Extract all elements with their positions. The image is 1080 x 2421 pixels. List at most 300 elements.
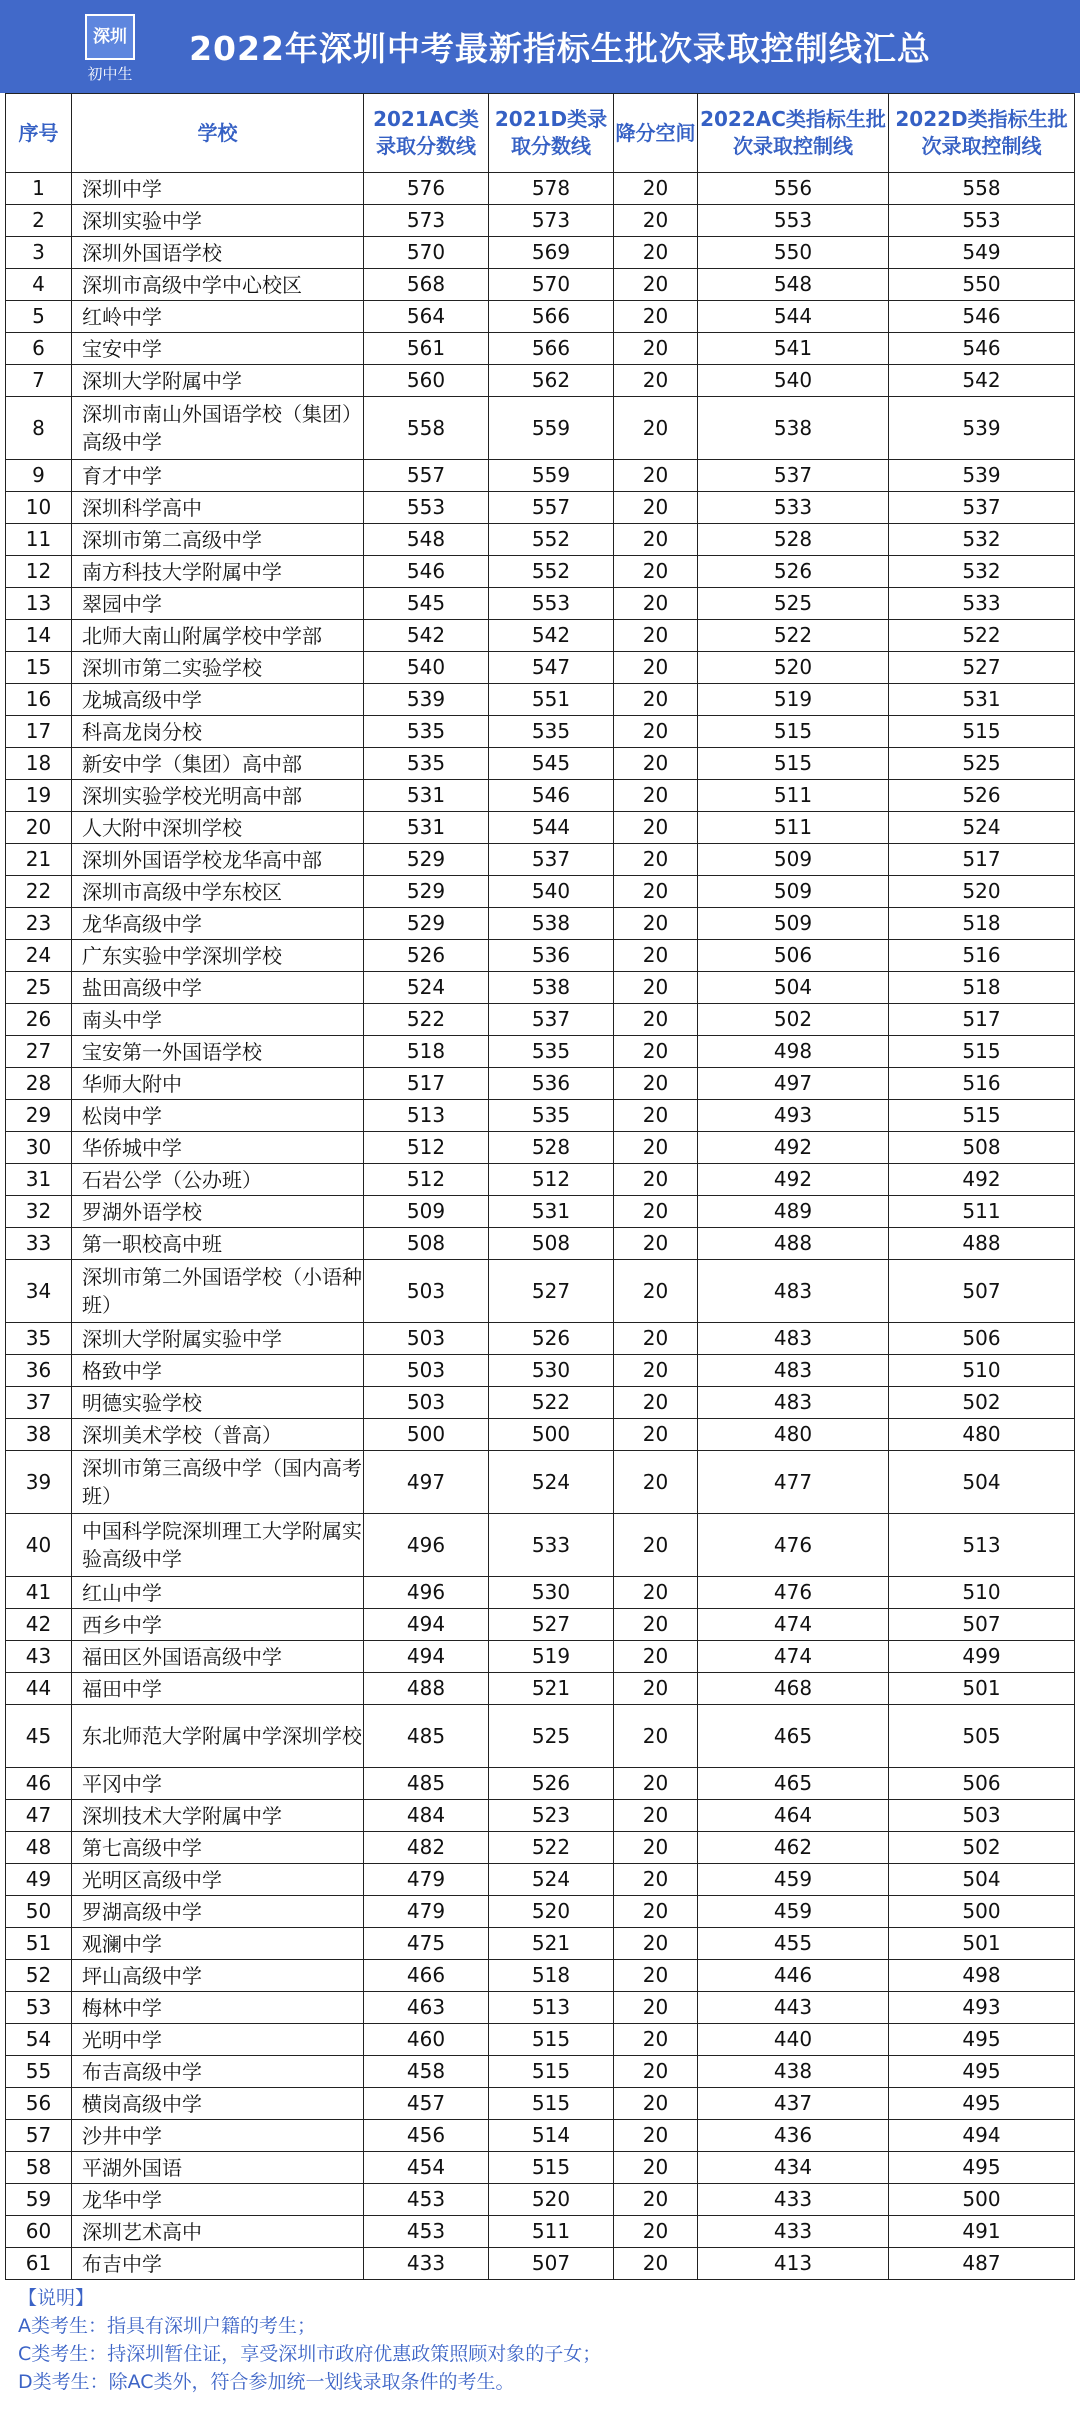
line-2022-d: 487 bbox=[889, 2248, 1075, 2280]
reduction: 20 bbox=[614, 1768, 698, 1800]
line-2022-ac: 440 bbox=[698, 2024, 889, 2056]
row-index: 54 bbox=[6, 2024, 72, 2056]
reduction: 20 bbox=[614, 1451, 698, 1514]
table-row bbox=[6, 1577, 1075, 1609]
reduction: 20 bbox=[614, 1960, 698, 1992]
score-2021-d: 533 bbox=[489, 1514, 614, 1577]
school-name: 深圳市第二外国语学校（小语种班） bbox=[72, 1260, 364, 1323]
score-2021-ac: 496 bbox=[364, 1514, 489, 1577]
line-2022-d: 488 bbox=[889, 1228, 1075, 1260]
row-index: 40 bbox=[6, 1514, 72, 1577]
line-2022-d: 527 bbox=[889, 652, 1075, 684]
school-name: 华师大附中 bbox=[72, 1068, 364, 1100]
score-2021-ac: 540 bbox=[364, 652, 489, 684]
score-2021-d: 513 bbox=[489, 1992, 614, 2024]
line-2022-d: 537 bbox=[889, 492, 1075, 524]
score-2021-d: 530 bbox=[489, 1577, 614, 1609]
score-2021-ac: 529 bbox=[364, 908, 489, 940]
school-name: 深圳大学附属实验中学 bbox=[72, 1323, 364, 1355]
school-name: 深圳科学高中 bbox=[72, 492, 364, 524]
row-index: 9 bbox=[6, 460, 72, 492]
score-2021-d: 538 bbox=[489, 908, 614, 940]
line-2022-d: 550 bbox=[889, 269, 1075, 301]
table-row bbox=[6, 1609, 1075, 1641]
score-2021-ac: 568 bbox=[364, 269, 489, 301]
reduction: 20 bbox=[614, 2088, 698, 2120]
reduction: 20 bbox=[614, 652, 698, 684]
score-2021-ac: 475 bbox=[364, 1928, 489, 1960]
table-row bbox=[6, 812, 1075, 844]
line-2022-ac: 433 bbox=[698, 2184, 889, 2216]
line-2022-d: 495 bbox=[889, 2088, 1075, 2120]
line-2022-ac: 489 bbox=[698, 1196, 889, 1228]
notes-section bbox=[0, 2280, 1080, 2396]
line-2022-ac: 541 bbox=[698, 333, 889, 365]
score-2021-ac: 482 bbox=[364, 1832, 489, 1864]
line-2022-d: 499 bbox=[889, 1641, 1075, 1673]
score-2021-d: 525 bbox=[489, 1705, 614, 1768]
reduction: 20 bbox=[614, 972, 698, 1004]
reduction: 20 bbox=[614, 1260, 698, 1323]
col-header-school: 学校 bbox=[72, 94, 364, 173]
score-2021-d: 527 bbox=[489, 1260, 614, 1323]
school-name: 第一职校高中班 bbox=[72, 1228, 364, 1260]
score-2021-ac: 531 bbox=[364, 780, 489, 812]
table-row bbox=[6, 1132, 1075, 1164]
school-name: 第七高级中学 bbox=[72, 1832, 364, 1864]
line-2022-d: 501 bbox=[889, 1673, 1075, 1705]
score-2021-ac: 535 bbox=[364, 748, 489, 780]
line-2022-ac: 520 bbox=[698, 652, 889, 684]
score-2021-ac: 531 bbox=[364, 812, 489, 844]
note-d: D类考生：除AC类外，符合参加统一划线录取条件的考生。 bbox=[18, 2371, 515, 2393]
school-name: 中国科学院深圳理工大学附属实验高级中学 bbox=[72, 1514, 364, 1577]
row-index: 21 bbox=[6, 844, 72, 876]
score-2021-ac: 456 bbox=[364, 2120, 489, 2152]
score-2021-ac: 517 bbox=[364, 1068, 489, 1100]
score-2021-ac: 545 bbox=[364, 588, 489, 620]
reduction: 20 bbox=[614, 2152, 698, 2184]
score-2021-d: 507 bbox=[489, 2248, 614, 2280]
score-2021-ac: 564 bbox=[364, 301, 489, 333]
row-index: 4 bbox=[6, 269, 72, 301]
table-row bbox=[6, 1323, 1075, 1355]
col-header-reduction: 降分空间 bbox=[614, 94, 698, 173]
reduction: 20 bbox=[614, 1896, 698, 1928]
score-2021-ac: 503 bbox=[364, 1323, 489, 1355]
score-2021-ac: 548 bbox=[364, 524, 489, 556]
table-row bbox=[6, 1387, 1075, 1419]
row-index: 48 bbox=[6, 1832, 72, 1864]
line-2022-d: 498 bbox=[889, 1960, 1075, 1992]
line-2022-ac: 537 bbox=[698, 460, 889, 492]
score-2021-d: 515 bbox=[489, 2024, 614, 2056]
score-2021-d: 570 bbox=[489, 269, 614, 301]
line-2022-d: 517 bbox=[889, 1004, 1075, 1036]
line-2022-d: 520 bbox=[889, 876, 1075, 908]
school-name: 深圳市第二高级中学 bbox=[72, 524, 364, 556]
score-2021-d: 521 bbox=[489, 1673, 614, 1705]
line-2022-d: 508 bbox=[889, 1132, 1075, 1164]
score-2021-d: 557 bbox=[489, 492, 614, 524]
table-row bbox=[6, 2248, 1075, 2280]
score-2021-ac: 526 bbox=[364, 940, 489, 972]
score-2021-d: 530 bbox=[489, 1355, 614, 1387]
row-index: 37 bbox=[6, 1387, 72, 1419]
score-2021-d: 521 bbox=[489, 1928, 614, 1960]
row-index: 45 bbox=[6, 1705, 72, 1768]
reduction: 20 bbox=[614, 556, 698, 588]
row-index: 50 bbox=[6, 1896, 72, 1928]
row-index: 5 bbox=[6, 301, 72, 333]
score-2021-ac: 508 bbox=[364, 1228, 489, 1260]
score-2021-d: 537 bbox=[489, 844, 614, 876]
line-2022-d: 503 bbox=[889, 1800, 1075, 1832]
line-2022-ac: 488 bbox=[698, 1228, 889, 1260]
row-index: 10 bbox=[6, 492, 72, 524]
reduction: 20 bbox=[614, 1577, 698, 1609]
line-2022-ac: 548 bbox=[698, 269, 889, 301]
line-2022-d: 533 bbox=[889, 588, 1075, 620]
reduction: 20 bbox=[614, 1228, 698, 1260]
score-2021-d: 523 bbox=[489, 1800, 614, 1832]
table-row bbox=[6, 1514, 1075, 1577]
line-2022-ac: 437 bbox=[698, 2088, 889, 2120]
line-2022-ac: 493 bbox=[698, 1100, 889, 1132]
school-name: 深圳技术大学附属中学 bbox=[72, 1800, 364, 1832]
score-2021-ac: 546 bbox=[364, 556, 489, 588]
reduction: 20 bbox=[614, 1673, 698, 1705]
school-name: 石岩公学（公办班） bbox=[72, 1164, 364, 1196]
row-index: 11 bbox=[6, 524, 72, 556]
score-2021-d: 552 bbox=[489, 556, 614, 588]
reduction: 20 bbox=[614, 269, 698, 301]
reduction: 20 bbox=[614, 844, 698, 876]
school-name: 深圳艺术高中 bbox=[72, 2216, 364, 2248]
line-2022-ac: 553 bbox=[698, 205, 889, 237]
score-2021-ac: 433 bbox=[364, 2248, 489, 2280]
school-name: 光明中学 bbox=[72, 2024, 364, 2056]
line-2022-d: 493 bbox=[889, 1992, 1075, 2024]
line-2022-ac: 540 bbox=[698, 365, 889, 397]
row-index: 16 bbox=[6, 684, 72, 716]
table-row bbox=[6, 908, 1075, 940]
reduction: 20 bbox=[614, 2056, 698, 2088]
score-2021-ac: 453 bbox=[364, 2184, 489, 2216]
line-2022-ac: 434 bbox=[698, 2152, 889, 2184]
line-2022-d: 546 bbox=[889, 301, 1075, 333]
table-row bbox=[6, 1673, 1075, 1705]
line-2022-d: 495 bbox=[889, 2024, 1075, 2056]
col-header-2021-ac: 2021AC类录取分数线 bbox=[364, 94, 489, 173]
score-2021-d: 522 bbox=[489, 1832, 614, 1864]
line-2022-ac: 502 bbox=[698, 1004, 889, 1036]
table-row bbox=[6, 1800, 1075, 1832]
table-row bbox=[6, 652, 1075, 684]
score-2021-ac: 529 bbox=[364, 844, 489, 876]
reduction: 20 bbox=[614, 940, 698, 972]
score-2021-ac: 524 bbox=[364, 972, 489, 1004]
line-2022-d: 516 bbox=[889, 1068, 1075, 1100]
line-2022-d: 495 bbox=[889, 2152, 1075, 2184]
score-2021-d: 547 bbox=[489, 652, 614, 684]
line-2022-d: 506 bbox=[889, 1768, 1075, 1800]
score-2021-d: 578 bbox=[489, 173, 614, 205]
school-name: 罗湖高级中学 bbox=[72, 1896, 364, 1928]
row-index: 52 bbox=[6, 1960, 72, 1992]
line-2022-d: 516 bbox=[889, 940, 1075, 972]
score-2021-d: 512 bbox=[489, 1164, 614, 1196]
table-row bbox=[6, 333, 1075, 365]
table-row bbox=[6, 684, 1075, 716]
school-name: 人大附中深圳学校 bbox=[72, 812, 364, 844]
score-2021-ac: 497 bbox=[364, 1451, 489, 1514]
line-2022-ac: 468 bbox=[698, 1673, 889, 1705]
col-header-2022-ac: 2022AC类指标生批次录取控制线 bbox=[698, 94, 889, 173]
score-2021-ac: 484 bbox=[364, 1800, 489, 1832]
school-name: 广东实验中学深圳学校 bbox=[72, 940, 364, 972]
score-2021-d: 537 bbox=[489, 1004, 614, 1036]
score-2021-ac: 479 bbox=[364, 1864, 489, 1896]
school-name: 深圳市高级中学东校区 bbox=[72, 876, 364, 908]
school-name: 东北师范大学附属中学深圳学校 bbox=[72, 1705, 364, 1768]
score-2021-d: 562 bbox=[489, 365, 614, 397]
reduction: 20 bbox=[614, 492, 698, 524]
line-2022-ac: 515 bbox=[698, 716, 889, 748]
reduction: 20 bbox=[614, 1387, 698, 1419]
table-row bbox=[6, 588, 1075, 620]
line-2022-d: 494 bbox=[889, 2120, 1075, 2152]
page-title: 2022年深圳中考最新指标生批次录取控制线汇总 bbox=[189, 29, 931, 68]
school-name: 福田区外国语高级中学 bbox=[72, 1641, 364, 1673]
line-2022-d: 491 bbox=[889, 2216, 1075, 2248]
score-2021-ac: 466 bbox=[364, 1960, 489, 1992]
line-2022-d: 531 bbox=[889, 684, 1075, 716]
score-2021-ac: 494 bbox=[364, 1609, 489, 1641]
line-2022-d: 502 bbox=[889, 1832, 1075, 1864]
score-2021-d: 545 bbox=[489, 748, 614, 780]
line-2022-ac: 506 bbox=[698, 940, 889, 972]
row-index: 36 bbox=[6, 1355, 72, 1387]
col-header-index: 序号 bbox=[6, 94, 72, 173]
line-2022-d: 518 bbox=[889, 972, 1075, 1004]
score-2021-d: 536 bbox=[489, 1068, 614, 1100]
reduction: 20 bbox=[614, 588, 698, 620]
score-2021-ac: 457 bbox=[364, 2088, 489, 2120]
score-2021-ac: 522 bbox=[364, 1004, 489, 1036]
school-name: 格致中学 bbox=[72, 1355, 364, 1387]
reduction: 20 bbox=[614, 365, 698, 397]
score-2021-d: 526 bbox=[489, 1323, 614, 1355]
row-index: 53 bbox=[6, 1992, 72, 2024]
line-2022-ac: 511 bbox=[698, 812, 889, 844]
school-name: 深圳市第三高级中学（国内高考班） bbox=[72, 1451, 364, 1514]
school-name: 罗湖外语学校 bbox=[72, 1196, 364, 1228]
row-index: 60 bbox=[6, 2216, 72, 2248]
row-index: 49 bbox=[6, 1864, 72, 1896]
row-index: 20 bbox=[6, 812, 72, 844]
table-row bbox=[6, 2056, 1075, 2088]
score-2021-ac: 458 bbox=[364, 2056, 489, 2088]
line-2022-ac: 509 bbox=[698, 844, 889, 876]
row-index: 42 bbox=[6, 1609, 72, 1641]
reduction: 20 bbox=[614, 2024, 698, 2056]
school-name: 松岗中学 bbox=[72, 1100, 364, 1132]
school-name: 深圳外国语学校龙华高中部 bbox=[72, 844, 364, 876]
row-index: 3 bbox=[6, 237, 72, 269]
school-name: 宝安中学 bbox=[72, 333, 364, 365]
score-2021-ac: 553 bbox=[364, 492, 489, 524]
score-2021-ac: 496 bbox=[364, 1577, 489, 1609]
school-name: 华侨城中学 bbox=[72, 1132, 364, 1164]
table-row bbox=[6, 1992, 1075, 2024]
score-2021-ac: 485 bbox=[364, 1768, 489, 1800]
score-2021-d: 569 bbox=[489, 237, 614, 269]
score-2021-ac: 479 bbox=[364, 1896, 489, 1928]
line-2022-ac: 519 bbox=[698, 684, 889, 716]
score-2021-d: 524 bbox=[489, 1451, 614, 1514]
line-2022-ac: 462 bbox=[698, 1832, 889, 1864]
line-2022-d: 532 bbox=[889, 556, 1075, 588]
score-2021-d: 528 bbox=[489, 1132, 614, 1164]
score-2021-ac: 535 bbox=[364, 716, 489, 748]
table-row bbox=[6, 1100, 1075, 1132]
line-2022-d: 558 bbox=[889, 173, 1075, 205]
row-index: 1 bbox=[6, 173, 72, 205]
table-row bbox=[6, 1419, 1075, 1451]
reduction: 20 bbox=[614, 1068, 698, 1100]
score-2021-ac: 529 bbox=[364, 876, 489, 908]
header-row bbox=[6, 94, 1075, 173]
row-index: 51 bbox=[6, 1928, 72, 1960]
school-name: 坪山高级中学 bbox=[72, 1960, 364, 1992]
score-2021-d: 559 bbox=[489, 397, 614, 460]
table-row bbox=[6, 492, 1075, 524]
line-2022-d: 518 bbox=[889, 908, 1075, 940]
score-2021-d: 546 bbox=[489, 780, 614, 812]
score-2021-d: 515 bbox=[489, 2088, 614, 2120]
line-2022-d: 515 bbox=[889, 1100, 1075, 1132]
score-2021-d: 500 bbox=[489, 1419, 614, 1451]
line-2022-ac: 492 bbox=[698, 1164, 889, 1196]
line-2022-d: 495 bbox=[889, 2056, 1075, 2088]
score-2021-d: 514 bbox=[489, 2120, 614, 2152]
line-2022-d: 515 bbox=[889, 716, 1075, 748]
line-2022-ac: 413 bbox=[698, 2248, 889, 2280]
row-index: 7 bbox=[6, 365, 72, 397]
score-2021-d: 544 bbox=[489, 812, 614, 844]
line-2022-ac: 509 bbox=[698, 908, 889, 940]
school-name: 深圳实验中学 bbox=[72, 205, 364, 237]
reduction: 20 bbox=[614, 716, 698, 748]
table-row bbox=[6, 237, 1075, 269]
note-c: C类考生：持深圳暂住证，享受深圳市政府优惠政策照顾对象的子女； bbox=[18, 2343, 602, 2365]
line-2022-ac: 464 bbox=[698, 1800, 889, 1832]
line-2022-d: 510 bbox=[889, 1355, 1075, 1387]
line-2022-d: 542 bbox=[889, 365, 1075, 397]
score-2021-d: 551 bbox=[489, 684, 614, 716]
line-2022-d: 525 bbox=[889, 748, 1075, 780]
table-row bbox=[6, 876, 1075, 908]
table-row bbox=[6, 716, 1075, 748]
row-index: 14 bbox=[6, 620, 72, 652]
line-2022-ac: 522 bbox=[698, 620, 889, 652]
school-name: 深圳市第二实验学校 bbox=[72, 652, 364, 684]
line-2022-ac: 515 bbox=[698, 748, 889, 780]
school-name: 宝安第一外国语学校 bbox=[72, 1036, 364, 1068]
logo bbox=[82, 14, 138, 84]
logo-subtitle: 初中生 bbox=[87, 65, 133, 83]
score-2021-d: 520 bbox=[489, 2184, 614, 2216]
row-index: 13 bbox=[6, 588, 72, 620]
line-2022-ac: 443 bbox=[698, 1992, 889, 2024]
table-row bbox=[6, 556, 1075, 588]
row-index: 25 bbox=[6, 972, 72, 1004]
school-name: 红岭中学 bbox=[72, 301, 364, 333]
note-a: A类考生：指具有深圳户籍的考生； bbox=[18, 2315, 316, 2337]
line-2022-d: 549 bbox=[889, 237, 1075, 269]
score-2021-d: 520 bbox=[489, 1896, 614, 1928]
col-header-2021-d: 2021D类录取分数线 bbox=[489, 94, 614, 173]
school-name: 福田中学 bbox=[72, 1673, 364, 1705]
school-name: 龙城高级中学 bbox=[72, 684, 364, 716]
line-2022-d: 506 bbox=[889, 1323, 1075, 1355]
row-index: 56 bbox=[6, 2088, 72, 2120]
table-row bbox=[6, 1768, 1075, 1800]
table-row bbox=[6, 972, 1075, 1004]
score-2021-ac: 573 bbox=[364, 205, 489, 237]
score-2021-ac: 488 bbox=[364, 1673, 489, 1705]
table-row bbox=[6, 1004, 1075, 1036]
row-index: 41 bbox=[6, 1577, 72, 1609]
score-2021-ac: 513 bbox=[364, 1100, 489, 1132]
line-2022-d: 480 bbox=[889, 1419, 1075, 1451]
line-2022-d: 507 bbox=[889, 1609, 1075, 1641]
line-2022-d: 539 bbox=[889, 460, 1075, 492]
line-2022-d: 513 bbox=[889, 1514, 1075, 1577]
row-index: 26 bbox=[6, 1004, 72, 1036]
school-name: 深圳实验学校光明高中部 bbox=[72, 780, 364, 812]
row-index: 35 bbox=[6, 1323, 72, 1355]
score-2021-ac: 561 bbox=[364, 333, 489, 365]
school-name: 观澜中学 bbox=[72, 1928, 364, 1960]
score-2021-ac: 460 bbox=[364, 2024, 489, 2056]
score-2021-d: 515 bbox=[489, 2056, 614, 2088]
line-2022-ac: 492 bbox=[698, 1132, 889, 1164]
line-2022-ac: 476 bbox=[698, 1514, 889, 1577]
row-index: 59 bbox=[6, 2184, 72, 2216]
row-index: 33 bbox=[6, 1228, 72, 1260]
line-2022-ac: 528 bbox=[698, 524, 889, 556]
reduction: 20 bbox=[614, 2248, 698, 2280]
score-2021-d: 566 bbox=[489, 333, 614, 365]
row-index: 24 bbox=[6, 940, 72, 972]
score-2021-ac: 576 bbox=[364, 173, 489, 205]
row-index: 61 bbox=[6, 2248, 72, 2280]
row-index: 19 bbox=[6, 780, 72, 812]
score-2021-ac: 500 bbox=[364, 1419, 489, 1451]
score-2021-d: 540 bbox=[489, 876, 614, 908]
table-row bbox=[6, 397, 1075, 460]
school-name: 南方科技大学附属中学 bbox=[72, 556, 364, 588]
reduction: 20 bbox=[614, 2216, 698, 2248]
row-index: 31 bbox=[6, 1164, 72, 1196]
reduction: 20 bbox=[614, 1705, 698, 1768]
line-2022-ac: 438 bbox=[698, 2056, 889, 2088]
score-2021-ac: 503 bbox=[364, 1260, 489, 1323]
row-index: 17 bbox=[6, 716, 72, 748]
table-row bbox=[6, 940, 1075, 972]
